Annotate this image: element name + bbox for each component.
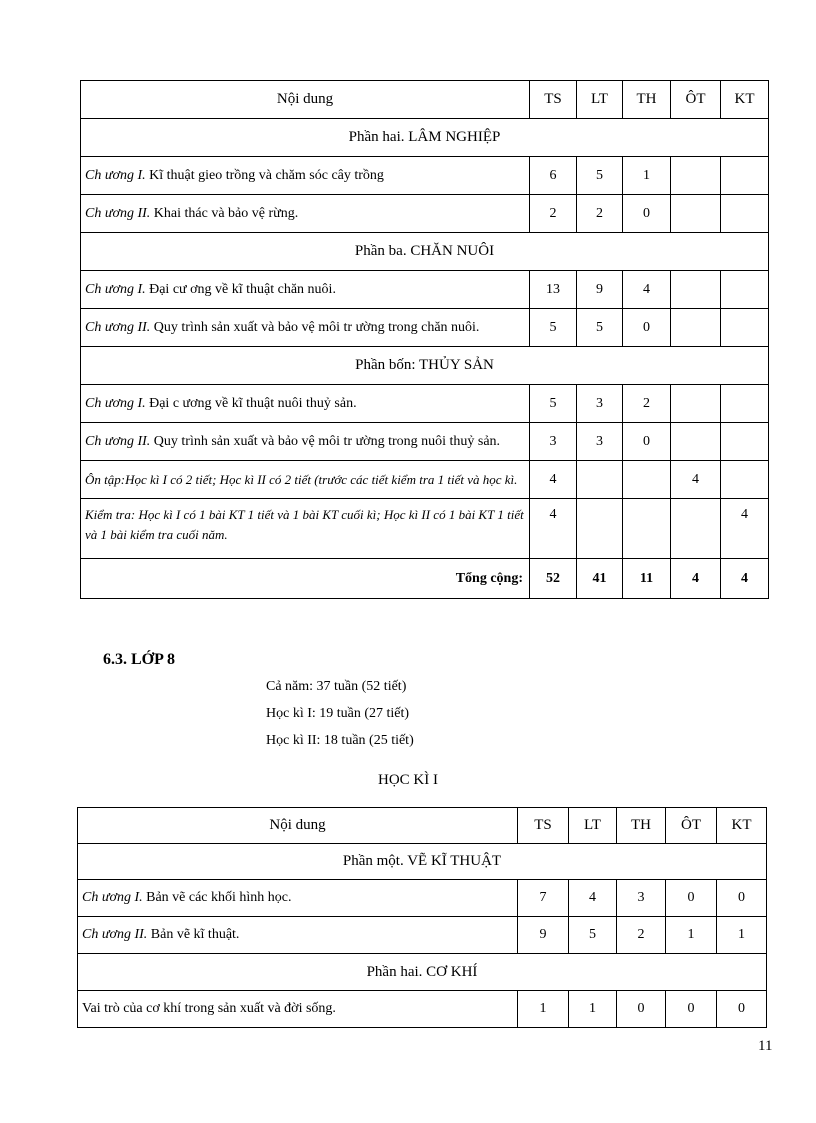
cell-th: 0 [623, 195, 671, 233]
cell-kt [721, 195, 769, 233]
cell-th [623, 461, 671, 499]
cell-th [623, 499, 671, 559]
chapter-prefix: Ch ương I. [82, 890, 143, 905]
chapter-prefix: Ch ương I. [85, 281, 146, 297]
total-kt: 4 [721, 559, 769, 599]
cell-ot [671, 499, 721, 559]
header-ot: ÔT [671, 81, 721, 119]
row-content [81, 157, 530, 195]
cell-kt: 0 [717, 880, 767, 917]
cell-ot: 1 [666, 917, 717, 954]
section-row [81, 347, 769, 385]
cell-ts: 5 [530, 385, 577, 423]
cell-kt [721, 385, 769, 423]
cell-kt [721, 423, 769, 461]
test-text: Kiểm tra: Học kì I có 1 bài KT 1 tiết và 1 bài KT cuối kì; Học kì II có 1 bài KT 1 tiết và 1 bài kiểm tra cuối năm. [81, 499, 530, 559]
cell-ot [671, 423, 721, 461]
section-title: Phần hai. LÂM NGHIỆP [81, 119, 769, 157]
total-row [81, 559, 769, 599]
row-content [78, 991, 518, 1028]
curriculum-table-grade-7 [80, 80, 769, 599]
total-ts: 52 [530, 559, 577, 599]
table-row [78, 880, 767, 917]
cell-ot: 0 [666, 991, 717, 1028]
table-row [78, 917, 767, 954]
table-header-row [81, 81, 769, 119]
chapter-text: Đại c ương về kĩ thuật nuôi thuỷ sản. [145, 395, 357, 411]
cell-kt [721, 461, 769, 499]
header-lt: LT [577, 81, 623, 119]
cell-kt [721, 271, 769, 309]
cell-lt: 2 [577, 195, 623, 233]
review-text: Ôn tập:Học kì I có 2 tiết; Học kì II có 2 tiết (trước các tiết kiểm tra 1 tiết và học kì. [81, 461, 530, 499]
table-row [81, 195, 769, 233]
section-title: Phần hai. CƠ KHÍ [78, 954, 767, 991]
info-semester-1: Học kì I: 19 tuần (27 tiết) [266, 706, 410, 721]
page-number: 11 [758, 1038, 773, 1054]
header-th: TH [617, 808, 666, 844]
cell-lt [577, 499, 623, 559]
table-row [81, 423, 769, 461]
cell-ot [671, 385, 721, 423]
chapter-text: Quy trình sản xuất và bảo vệ môi tr ường trong nuôi thuỷ sản. [150, 433, 501, 449]
cell-ts: 9 [518, 917, 569, 954]
cell-ts: 13 [530, 271, 577, 309]
header-ot: ÔT [666, 808, 717, 844]
table-row [81, 309, 769, 347]
chapter-text: Kĩ thuật gieo trồng và chăm sóc cây trồng [145, 167, 384, 183]
cell-ot: 0 [666, 880, 717, 917]
cell-lt: 9 [577, 271, 623, 309]
chapter-text: Quy trình sản xuất và bảo vệ môi tr ường trong chăn nuôi. [150, 319, 480, 335]
cell-ot [671, 309, 721, 347]
table-row [81, 271, 769, 309]
cell-lt: 5 [577, 157, 623, 195]
chapter-text: Khai thác và bảo vệ rừng. [150, 205, 299, 221]
cell-th: 0 [617, 991, 666, 1028]
cell-lt: 4 [569, 880, 617, 917]
header-content: Nội dung [81, 81, 530, 119]
table-row [78, 991, 767, 1028]
cell-ts: 3 [530, 423, 577, 461]
cell-ts: 4 [530, 461, 577, 499]
row-content [81, 423, 530, 461]
review-row [81, 461, 769, 499]
info-full-year: Cả năm: 37 tuần (52 tiết) [266, 679, 407, 694]
cell-th: 0 [623, 423, 671, 461]
cell-th: 1 [623, 157, 671, 195]
cell-ts: 6 [530, 157, 577, 195]
cell-ot [671, 195, 721, 233]
header-th: TH [623, 81, 671, 119]
cell-th: 0 [623, 309, 671, 347]
cell-lt [577, 461, 623, 499]
chapter-text: Đại cư ơng về kĩ thuật chăn nuôi. [145, 281, 336, 297]
table-row [81, 385, 769, 423]
header-kt: KT [717, 808, 767, 844]
semester-title: HỌC KÌ I [378, 772, 438, 788]
header-lt: LT [569, 808, 617, 844]
chapter-prefix: Ch ương II. [85, 319, 151, 335]
row-content [81, 271, 530, 309]
header-ts: TS [518, 808, 569, 844]
test-row [81, 499, 769, 559]
section-title: Phần một. VẼ KĨ THUẬT [78, 844, 767, 880]
cell-ts: 7 [518, 880, 569, 917]
row-content [81, 195, 530, 233]
chapter-text: Bản vẽ các khối hình học. [142, 890, 292, 905]
header-kt: KT [721, 81, 769, 119]
chapter-text: Vai trò của cơ khí trong sản xuất và đời sống. [82, 1001, 336, 1016]
cell-lt: 3 [577, 423, 623, 461]
section-heading: 6.3. LỚP 8 [103, 651, 176, 668]
cell-lt: 1 [569, 991, 617, 1028]
info-semester-2: Học kì II: 18 tuần (25 tiết) [266, 733, 414, 748]
row-content [78, 880, 518, 917]
cell-lt: 5 [569, 917, 617, 954]
table-header-row [78, 808, 767, 844]
curriculum-table-grade-8 [77, 807, 767, 1028]
total-label: Tổng cộng: [81, 559, 530, 599]
cell-kt: 1 [717, 917, 767, 954]
section-row [78, 844, 767, 880]
cell-ot [671, 157, 721, 195]
total-ot: 4 [671, 559, 721, 599]
chapter-prefix: Ch ương I. [85, 167, 146, 183]
cell-ot [671, 271, 721, 309]
cell-kt [721, 157, 769, 195]
row-content [81, 309, 530, 347]
total-th: 11 [623, 559, 671, 599]
section-row [78, 954, 767, 991]
section-title: Phần bốn: THỦY SẢN [81, 347, 769, 385]
cell-ts: 2 [530, 195, 577, 233]
chapter-prefix: Ch ương II. [82, 927, 148, 942]
cell-ts: 5 [530, 309, 577, 347]
cell-th: 2 [623, 385, 671, 423]
section-row [81, 119, 769, 157]
cell-th: 2 [617, 917, 666, 954]
cell-kt: 0 [717, 991, 767, 1028]
row-content [81, 385, 530, 423]
chapter-prefix: Ch ương I. [85, 395, 146, 411]
cell-ts: 4 [530, 499, 577, 559]
cell-ts: 1 [518, 991, 569, 1028]
section-row [81, 233, 769, 271]
cell-kt [721, 309, 769, 347]
row-content [78, 917, 518, 954]
cell-ot: 4 [671, 461, 721, 499]
header-ts: TS [530, 81, 577, 119]
total-lt: 41 [577, 559, 623, 599]
chapter-text: Bản vẽ kĩ thuật. [147, 927, 240, 942]
section-title: Phần ba. CHĂN NUÔI [81, 233, 769, 271]
cell-lt: 5 [577, 309, 623, 347]
cell-lt: 3 [577, 385, 623, 423]
chapter-prefix: Ch ương II. [85, 433, 151, 449]
table-row [81, 157, 769, 195]
cell-th: 4 [623, 271, 671, 309]
cell-th: 3 [617, 880, 666, 917]
chapter-prefix: Ch ương II. [85, 205, 151, 221]
cell-kt: 4 [721, 499, 769, 559]
header-content: Nội dung [78, 808, 518, 844]
